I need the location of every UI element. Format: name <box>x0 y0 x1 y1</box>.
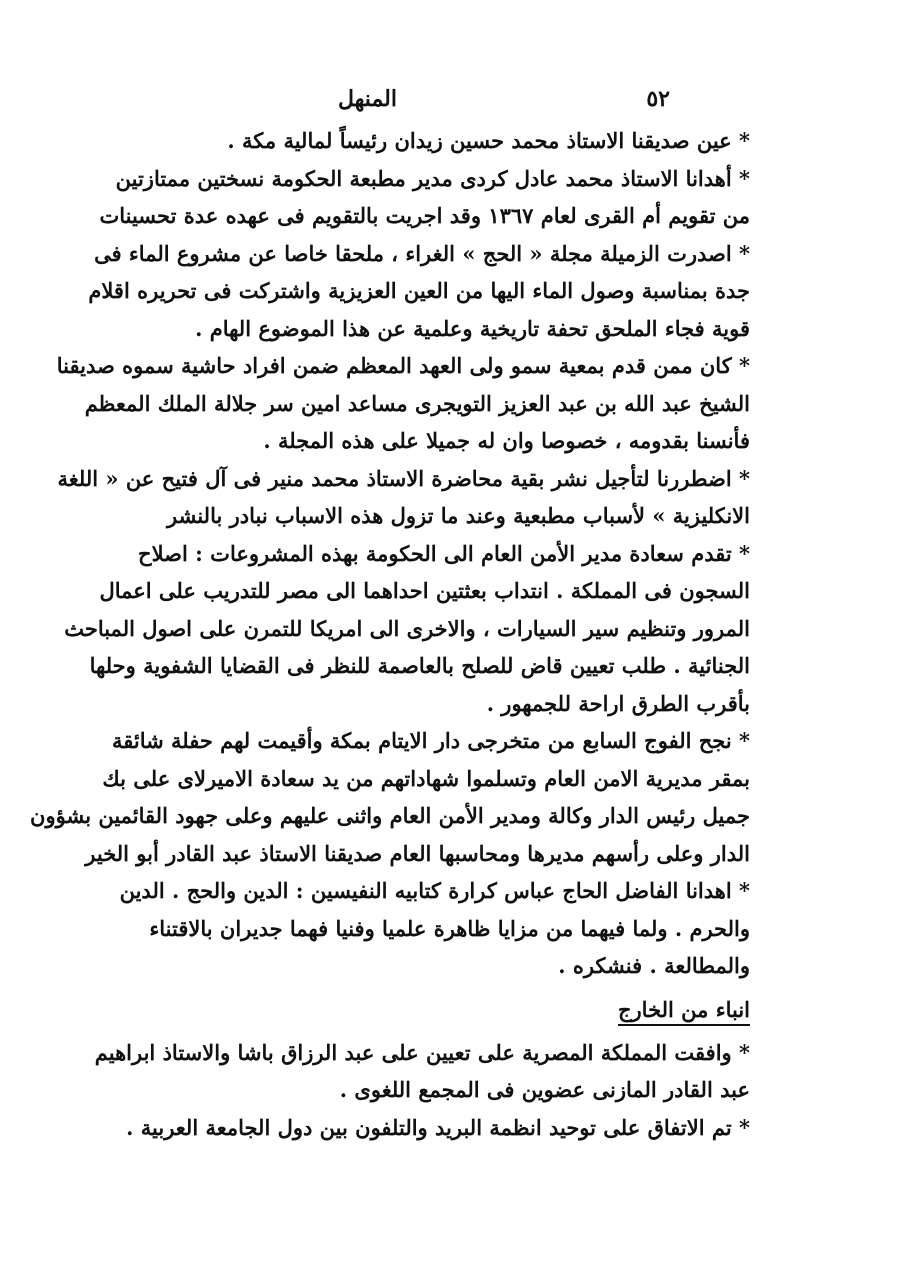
text-line: جدة بمناسبة وصول الماء اليها من العين العزيزية واشتركت فى تحريره اقلام <box>88 278 750 303</box>
page-header <box>148 86 670 112</box>
text-line: الشيخ عبد الله بن عبد العزيز التويجرى مساعد امين سر جلالة الملك المعظم <box>84 390 750 416</box>
text-line: عبد القادر المازنى عضوين فى المجمع اللغوى . <box>339 1077 750 1102</box>
text-line: * كان ممن قدم بمعية سمو ولى العهد المعظم ضمن افراد حاشية سموه صديقنا <box>56 353 750 378</box>
text-line: * اضطررنا لتأجيل نشر بقية محاضرة الاستاذ محمد منير فى آل فتيح عن « اللغة <box>57 465 750 491</box>
text-line: * تقدم سعادة مدير الأمن العام الى الحكومة بهذه المشروعات : اصلاح <box>138 540 750 566</box>
text-line: * أهدانا الاستاذ محمد عادل كردى مدير مطبعة الحكومة نسختين ممتازتين <box>115 165 750 191</box>
text-line: الدار وعلى رأسهم مديرها ومحاسبها العام صديقنا الاستاذ عبد القادر أبو الخير <box>85 840 750 866</box>
page-number: ٥٢ <box>646 86 670 112</box>
news-item-5 <box>57 460 750 535</box>
news-item-1 <box>148 122 750 160</box>
text-line: * تم الاتفاق على توحيد انظمة البريد والتلفون بين دول الجامعة العربية . <box>126 1114 750 1140</box>
text-line: * نجح الفوج السابع من متخرجى دار الايتام بمكة وأقيمت لهم حفلة شائقة <box>111 728 750 753</box>
text-line: المرور وتنظيم سير السيارات ، والاخرى الى امريكا للتمرن على اصول المباحث <box>64 615 750 641</box>
news-items <box>30 122 750 985</box>
section-heading: انباء من الخارج <box>618 993 750 1026</box>
foreign-news-item-2 <box>126 1109 750 1147</box>
news-item-7 <box>30 722 750 872</box>
text-line: بمقر مديرية الامن العام وتسلموا شهاداتهم من يد سعادة الاميرلاى على بك <box>102 765 750 791</box>
news-item-3 <box>88 235 750 348</box>
text-line: * اهدانا الفاضل الحاج عباس كرارة كتابيه النفيسين : الدين والحج . الدين <box>119 878 750 903</box>
text-line: * عين صديقنا الاستاذ محمد حسين زيدان رئيساً لمالية مكة . <box>227 128 750 153</box>
news-item-6 <box>64 535 750 723</box>
text-line: من تقويم أم القرى لعام ١٣٦٧ وقد اجريت بالتقويم فى عهده عدة تحسينات <box>99 203 750 228</box>
text-line: جميل رئيس الدار وكالة ومدير الأمن العام واثنى عليهم وعلى جهود القائمين بشؤون <box>30 803 750 828</box>
text-line: بأقرب الطرق اراحة للجمهور . <box>486 690 750 716</box>
text-line: السجون فى المملكة . انتداب بعثتين احداهما الى مصر للتدريب على اعمال <box>99 578 750 603</box>
foreign-news-items <box>94 1034 750 1147</box>
foreign-section <box>94 985 750 1147</box>
text-line: والمطالعة . فنشكره . <box>558 953 750 978</box>
news-item-4 <box>56 347 750 460</box>
text-line: والحرم . ولما فيهما من مزايا ظاهرة علميا وفنيا فهما جديران بالاقتناء <box>149 915 750 941</box>
text-line: فأنسنا بقدومه ، خصوصا وان له جميلا على هذه المجلة . <box>263 428 750 453</box>
foreign-news-item-1 <box>94 1034 750 1109</box>
text-line: * وافقت المملكة المصرية على تعيين على عبد الرزاق باشا والاستاذ ابراهيم <box>94 1039 750 1065</box>
text-line: الانكليزية » لأسباب مطبعية وعند ما تزول هذه الاسباب نبادر بالنشر <box>167 503 750 528</box>
text-line: قوية فجاء الملحق تحفة تاريخية وعلمية عن هذا الموضوع الهام . <box>195 315 750 341</box>
running-title: المنهل <box>338 86 397 112</box>
news-item-2 <box>99 160 750 235</box>
news-item-8 <box>119 872 750 985</box>
text-line: الجنائية . طلب تعيين قاض للصلح بالعاصمة للنظر فى القضايا الشفوية وحلها <box>89 653 750 678</box>
text-line: * اصدرت الزميلة مجلة « الحج » الغراء ، ملحقا خاصا عن مشروع الماء فى <box>94 240 750 266</box>
